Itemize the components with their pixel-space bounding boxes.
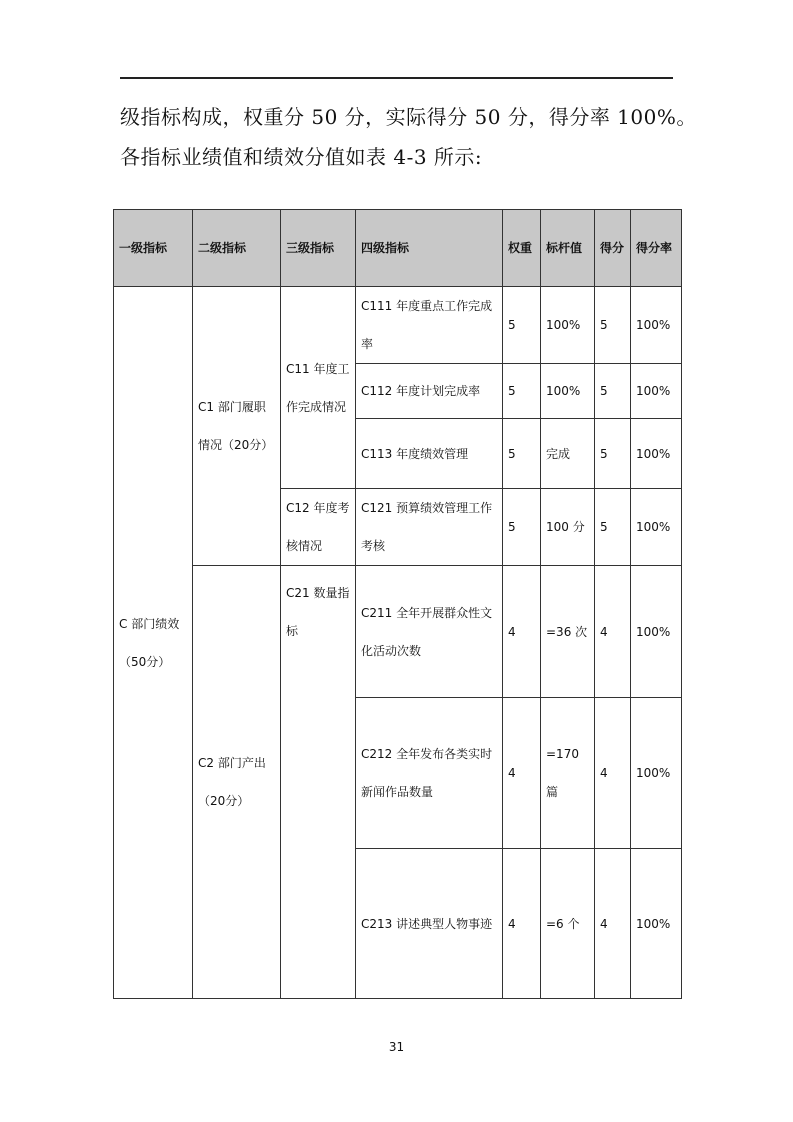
page-number: 31: [388, 1040, 405, 1054]
level1-cell: C 部门绩效（50分）: [114, 287, 193, 999]
table-row: [114, 566, 682, 698]
indicator-cell: C121 预算绩效管理工作考核: [356, 489, 503, 566]
table-header-row: [114, 210, 682, 287]
score-cell: 5: [595, 287, 631, 364]
performance-table: [113, 209, 682, 999]
header-level4: 四级指标: [356, 210, 503, 287]
weight-cell: 5: [503, 287, 541, 364]
level2-cell-c2: C2 部门产出（20分）: [193, 566, 281, 999]
weight-cell: 4: [503, 849, 541, 999]
target-cell: =6 个: [541, 849, 595, 999]
rate-cell: 100%: [631, 489, 682, 566]
header-score: 得分: [595, 210, 631, 287]
level3-cell-c21: C21 数量指标: [281, 566, 356, 999]
score-cell: 4: [595, 698, 631, 849]
rate-cell: 100%: [631, 566, 682, 698]
weight-cell: 4: [503, 698, 541, 849]
score-cell: 4: [595, 849, 631, 999]
target-cell: =170 篇: [541, 698, 595, 849]
level2-cell-c1: C1 部门履职情况（20分）: [193, 287, 281, 566]
score-cell: 4: [595, 566, 631, 698]
rate-cell: 100%: [631, 698, 682, 849]
header-target: 标杆值: [541, 210, 595, 287]
intro-line-1: 级指标构成，权重分 50 分，实际得分 50 分，得分率 100%。: [120, 105, 697, 129]
rate-cell: 100%: [631, 849, 682, 999]
header-level1: 一级指标: [114, 210, 193, 287]
target-cell: 100%: [541, 287, 595, 364]
indicator-cell: C211 全年开展群众性文化活动次数: [356, 566, 503, 698]
header-rule: [120, 77, 673, 79]
intro-paragraph: [120, 97, 700, 177]
weight-cell: 5: [503, 419, 541, 489]
header-level2: 二级指标: [193, 210, 281, 287]
header-rate: 得分率: [631, 210, 682, 287]
indicator-cell: C113 年度绩效管理: [356, 419, 503, 489]
weight-cell: 4: [503, 566, 541, 698]
indicator-cell: C111 年度重点工作完成率: [356, 287, 503, 364]
weight-cell: 5: [503, 489, 541, 566]
intro-line-2: 各指标业绩值和绩效分值如表 4-3 所示:: [120, 145, 483, 169]
score-cell: 5: [595, 489, 631, 566]
target-cell: =36 次: [541, 566, 595, 698]
indicator-cell: C112 年度计划完成率: [356, 364, 503, 419]
indicator-cell: C212 全年发布各类实时新闻作品数量: [356, 698, 503, 849]
rate-cell: 100%: [631, 364, 682, 419]
header-level3: 三级指标: [281, 210, 356, 287]
table-row: [114, 287, 682, 364]
target-cell: 100%: [541, 364, 595, 419]
rate-cell: 100%: [631, 287, 682, 364]
weight-cell: 5: [503, 364, 541, 419]
level3-cell-c11: C11 年度工作完成情况: [281, 287, 356, 489]
score-cell: 5: [595, 419, 631, 489]
header-weight: 权重: [503, 210, 541, 287]
rate-cell: 100%: [631, 419, 682, 489]
score-cell: 5: [595, 364, 631, 419]
target-cell: 完成: [541, 419, 595, 489]
level3-cell-c12: C12 年度考核情况: [281, 489, 356, 566]
target-cell: 100 分: [541, 489, 595, 566]
indicator-cell: C213 讲述典型人物事迹: [356, 849, 503, 999]
